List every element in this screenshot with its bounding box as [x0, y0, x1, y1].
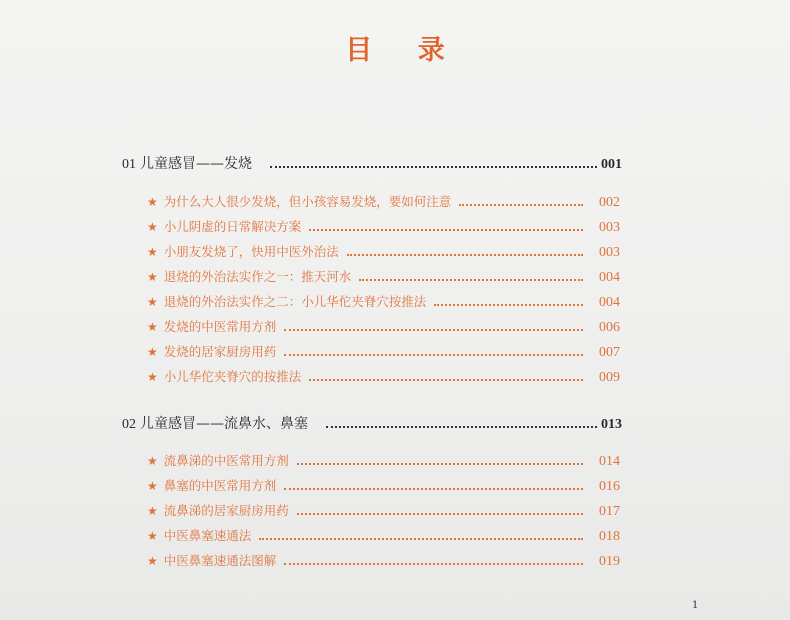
entry-title: 中医鼻塞速通法图解: [163, 553, 277, 568]
dot-leader: [259, 538, 583, 540]
dot-leader: [347, 254, 583, 256]
entry-page-number: 004: [599, 270, 620, 285]
page-corner-mark: 1: [692, 600, 699, 611]
star-icon: ★: [147, 479, 158, 493]
star-icon: ★: [147, 370, 158, 384]
entry-page-number: 016: [599, 479, 620, 494]
dot-leader: [270, 166, 597, 168]
chapter-number: 01: [122, 157, 136, 172]
star-icon: ★: [147, 245, 158, 259]
dot-leader: [284, 488, 583, 490]
toc-entry[interactable]: [147, 342, 620, 361]
entry-title: 小儿阴虚的日常解决方案: [163, 219, 302, 234]
entry-page-number: 007: [599, 345, 620, 360]
star-icon: ★: [147, 454, 158, 468]
dot-leader: [326, 426, 597, 428]
toc-entry[interactable]: [147, 292, 620, 311]
star-icon: ★: [147, 345, 158, 359]
entry-title: 为什么大人很少发烧，但小孩容易发烧，要如何注意: [163, 194, 452, 209]
entry-page-number: 009: [599, 370, 620, 385]
toc-entry[interactable]: [147, 217, 620, 236]
toc-entry[interactable]: [147, 267, 620, 286]
toc-entry[interactable]: [147, 242, 620, 261]
toc-entry[interactable]: [147, 501, 620, 520]
entry-title: 鼻塞的中医常用方剂: [163, 478, 277, 493]
dot-leader: [459, 204, 583, 206]
chapter-number: 02: [122, 417, 136, 432]
star-icon: ★: [147, 504, 158, 518]
dot-leader: [284, 354, 583, 356]
chapter-heading[interactable]: [122, 153, 622, 173]
entry-title: 退烧的外治法实作之一：推天河水: [163, 269, 352, 284]
dot-leader: [434, 304, 583, 306]
dot-leader: [284, 329, 583, 331]
toc-entry[interactable]: [147, 367, 620, 386]
star-icon: ★: [147, 529, 158, 543]
entry-title: 发烧的中医常用方剂: [163, 319, 277, 334]
dot-leader: [297, 513, 583, 515]
dot-leader: [309, 379, 583, 381]
entry-title: 小儿华佗夹脊穴的按推法: [163, 369, 302, 384]
dot-leader: [309, 229, 583, 231]
star-icon: ★: [147, 295, 158, 309]
toc-entry[interactable]: [147, 526, 620, 545]
toc-entry[interactable]: [147, 317, 620, 336]
page-title: 目 录: [345, 35, 463, 66]
toc-entry[interactable]: [147, 551, 620, 570]
entry-page-number: 004: [599, 295, 620, 310]
entry-title: 流鼻涕的居家厨房用药: [163, 503, 289, 518]
dot-leader: [284, 563, 583, 565]
entry-title: 流鼻涕的中医常用方剂: [163, 453, 289, 468]
chapter-heading[interactable]: [122, 413, 622, 433]
entry-title: 中医鼻塞速通法: [163, 528, 252, 543]
star-icon: ★: [147, 270, 158, 284]
entry-page-number: 018: [599, 529, 620, 544]
chapter-title: 儿童感冒——发烧: [140, 156, 252, 172]
entry-page-number: 019: [599, 554, 620, 569]
entry-title: 发烧的居家厨房用药: [163, 344, 277, 359]
chapter-page-number: 013: [601, 417, 622, 432]
entry-page-number: 003: [599, 245, 620, 260]
star-icon: ★: [147, 220, 158, 234]
entry-page-number: 017: [599, 504, 620, 519]
entry-page-number: 003: [599, 220, 620, 235]
toc-entry[interactable]: [147, 476, 620, 495]
entry-title: 小朋友发烧了，快用中医外治法: [163, 244, 339, 259]
toc-entry[interactable]: [147, 451, 620, 470]
star-icon: ★: [147, 554, 158, 568]
entry-page-number: 002: [599, 195, 620, 210]
chapter-title: 儿童感冒——流鼻水、鼻塞: [140, 416, 308, 432]
star-icon: ★: [147, 320, 158, 334]
toc-entry[interactable]: [147, 192, 620, 211]
entry-title: 退烧的外治法实作之二：小儿华佗夹脊穴按推法: [163, 294, 427, 309]
entry-page-number: 014: [599, 454, 620, 469]
dot-leader: [359, 279, 583, 281]
dot-leader: [297, 463, 583, 465]
star-icon: ★: [147, 195, 158, 209]
entry-page-number: 006: [599, 320, 620, 335]
chapter-page-number: 001: [601, 157, 622, 172]
